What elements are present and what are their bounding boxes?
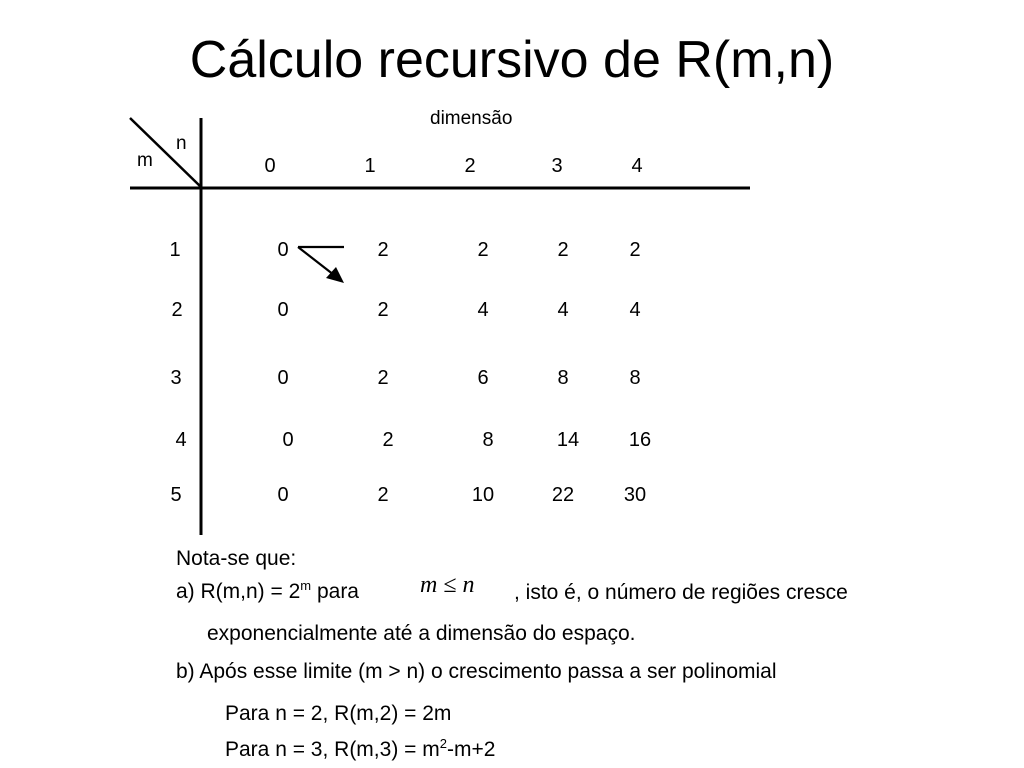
table-cell: 4 xyxy=(557,299,569,321)
table-cell: 4 xyxy=(477,299,489,321)
table-cell: 14 xyxy=(556,429,580,451)
table-cell: 16 xyxy=(628,429,652,451)
table-cell: 2 xyxy=(377,484,389,506)
corner-m-label: m xyxy=(137,150,153,171)
table-cell: 8 xyxy=(557,367,569,389)
note-a-math-expression: m ≤ n xyxy=(420,572,475,598)
note-a-suffix: , isto é, o número de regiões cresce xyxy=(514,581,848,604)
table-cell: 8 xyxy=(629,367,641,389)
column-header-n-2: 2 xyxy=(464,155,476,177)
table-cell: 2 xyxy=(629,239,641,261)
note-a-exponent: m xyxy=(300,578,312,593)
row-label-m-4: 5 xyxy=(170,484,182,506)
column-header-n-3: 3 xyxy=(551,155,563,177)
table-cell: 22 xyxy=(551,484,575,506)
recursion-arrow-head xyxy=(326,267,344,283)
table-cell: 8 xyxy=(482,429,494,451)
note-b: b) Após esse limite (m > n) o crescimento passa a ser polinomial xyxy=(176,660,777,683)
table-cell: 10 xyxy=(471,484,495,506)
table-cell: 2 xyxy=(377,299,389,321)
note-example-1: Para n = 2, R(m,2) = 2m xyxy=(225,702,452,725)
note-a-line2: exponencialmente até a dimensão do espaço. xyxy=(207,622,636,645)
note-example-2-prefix: Para n = 3, R(m,3) = m xyxy=(225,738,440,761)
table-cell: 0 xyxy=(277,484,289,506)
table-cell: 2 xyxy=(377,239,389,261)
row-label-m-1: 2 xyxy=(171,299,183,321)
table-cell: 2 xyxy=(557,239,569,261)
row-label-m-0: 1 xyxy=(169,239,181,261)
table-cell: 0 xyxy=(277,299,289,321)
row-label-m-3: 4 xyxy=(175,429,187,451)
table-cell: 4 xyxy=(629,299,641,321)
note-intro: Nota-se que: xyxy=(176,547,297,570)
column-header-n-0: 0 xyxy=(264,155,276,177)
column-header-n-1: 1 xyxy=(364,155,376,177)
dimension-label: dimensão xyxy=(430,108,513,129)
note-example-2-suffix: -m+2 xyxy=(446,738,496,761)
table-cell: 30 xyxy=(623,484,647,506)
note-example-2-exponent: 2 xyxy=(439,736,447,751)
table-cell: 0 xyxy=(277,239,289,261)
table-cell: 2 xyxy=(477,239,489,261)
table-cell: 0 xyxy=(277,367,289,389)
table-cell: 2 xyxy=(377,367,389,389)
row-label-m-2: 3 xyxy=(170,367,182,389)
slide-title: Cálculo recursivo de R(m,n) xyxy=(189,31,835,89)
column-header-n-4: 4 xyxy=(631,155,643,177)
note-a-line1 xyxy=(176,578,359,603)
note-a-para: para xyxy=(311,580,359,603)
recursion-arrow-diagonal xyxy=(298,247,334,275)
note-a-prefix: a) R(m,n) = 2 xyxy=(176,580,301,603)
note-example-2 xyxy=(225,736,496,761)
table-cell: 0 xyxy=(282,429,294,451)
table-cell: 6 xyxy=(477,367,489,389)
corner-n-label: n xyxy=(176,133,187,154)
table-cell: 2 xyxy=(382,429,394,451)
